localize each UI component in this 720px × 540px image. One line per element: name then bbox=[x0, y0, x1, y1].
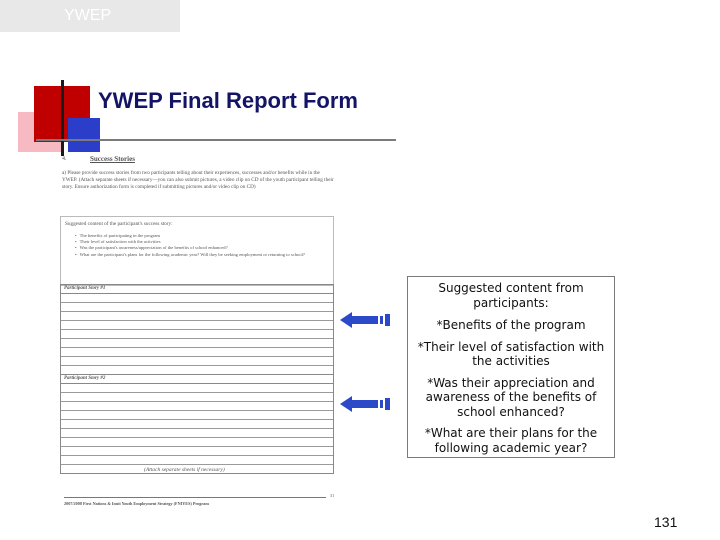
form-line bbox=[61, 456, 333, 465]
logo-vertical-rule bbox=[61, 80, 64, 156]
form-story-2 bbox=[60, 374, 334, 474]
form-line bbox=[61, 438, 333, 447]
form-suggested-list bbox=[65, 233, 329, 258]
form-line bbox=[61, 330, 333, 339]
callout-heading: Suggested content from participants: bbox=[438, 281, 584, 310]
form-attach-note: (Attach separate sheets if necessary) bbox=[144, 467, 225, 473]
form-story-1-label: Participant Story #1 bbox=[61, 285, 333, 294]
form-line bbox=[61, 294, 333, 303]
header-tab bbox=[0, 0, 180, 32]
form-suggested-box bbox=[60, 216, 334, 286]
suggested-content-callout bbox=[407, 276, 615, 458]
form-story-2-label: Participant Story #2 bbox=[61, 375, 333, 384]
callout-item: *Benefits of the program bbox=[436, 318, 586, 332]
logo-block-blue bbox=[68, 118, 100, 152]
form-line bbox=[61, 321, 333, 330]
header-tab-label: YWEP bbox=[64, 7, 112, 24]
form-line bbox=[61, 303, 333, 312]
form-line bbox=[61, 447, 333, 456]
form-intro-text: a) Please provide success stories from two participants telling about their experiences, successes and/or benefits while in the YWEP. (Attach separate sheets if necessary—you can also submit pictures, a video clip on CD of the youth participant telling their story. Ensure authorization form is completed if submitting pictures and/or video clip on CD) bbox=[62, 170, 334, 190]
page-number: 131 bbox=[654, 514, 678, 530]
form-section-number: 4. bbox=[62, 156, 67, 162]
form-footer-text: 2007/2008 First Nations & Inuit Youth Employment Strategy (FNIYES) Program bbox=[64, 501, 209, 506]
form-line bbox=[61, 384, 333, 393]
form-suggested-item: • Was the participant's awareness/appreciation of the benefits of school enhanced? bbox=[75, 245, 329, 251]
arrow-left-icon bbox=[340, 396, 392, 412]
slide-title: YWEP Final Report Form bbox=[98, 88, 358, 113]
form-line bbox=[61, 348, 333, 357]
callout-item: *Was their appreciation and awareness of the benefits of school enhanced? bbox=[425, 375, 597, 419]
form-suggested-item: • Their level of satisfaction with the activities bbox=[75, 239, 329, 245]
form-line bbox=[61, 393, 333, 402]
form-suggested-title: Suggested content of the participant's success story: bbox=[65, 221, 173, 227]
report-form-image bbox=[58, 152, 340, 508]
form-section-title: Success Stories bbox=[90, 155, 135, 163]
form-suggested-item: • What are the participant's plans for the following academic year? Will they be seeking employment or returning to school? bbox=[75, 252, 329, 258]
form-suggested-item: • The benefits of participating in the program bbox=[75, 233, 329, 239]
form-line bbox=[61, 357, 333, 366]
form-line bbox=[61, 429, 333, 438]
form-line bbox=[61, 411, 333, 420]
form-footer-page: 31 bbox=[330, 493, 335, 498]
form-line bbox=[61, 420, 333, 429]
callout-item: *What are their plans for the following academic year? bbox=[424, 426, 598, 455]
form-line bbox=[61, 312, 333, 321]
form-line bbox=[61, 402, 333, 411]
title-underline-rule bbox=[36, 139, 396, 141]
form-line bbox=[61, 339, 333, 348]
arrow-left-icon bbox=[340, 312, 392, 328]
form-footer-rule bbox=[64, 497, 326, 498]
callout-item: *Their level of satisfaction with the activities bbox=[417, 339, 605, 368]
